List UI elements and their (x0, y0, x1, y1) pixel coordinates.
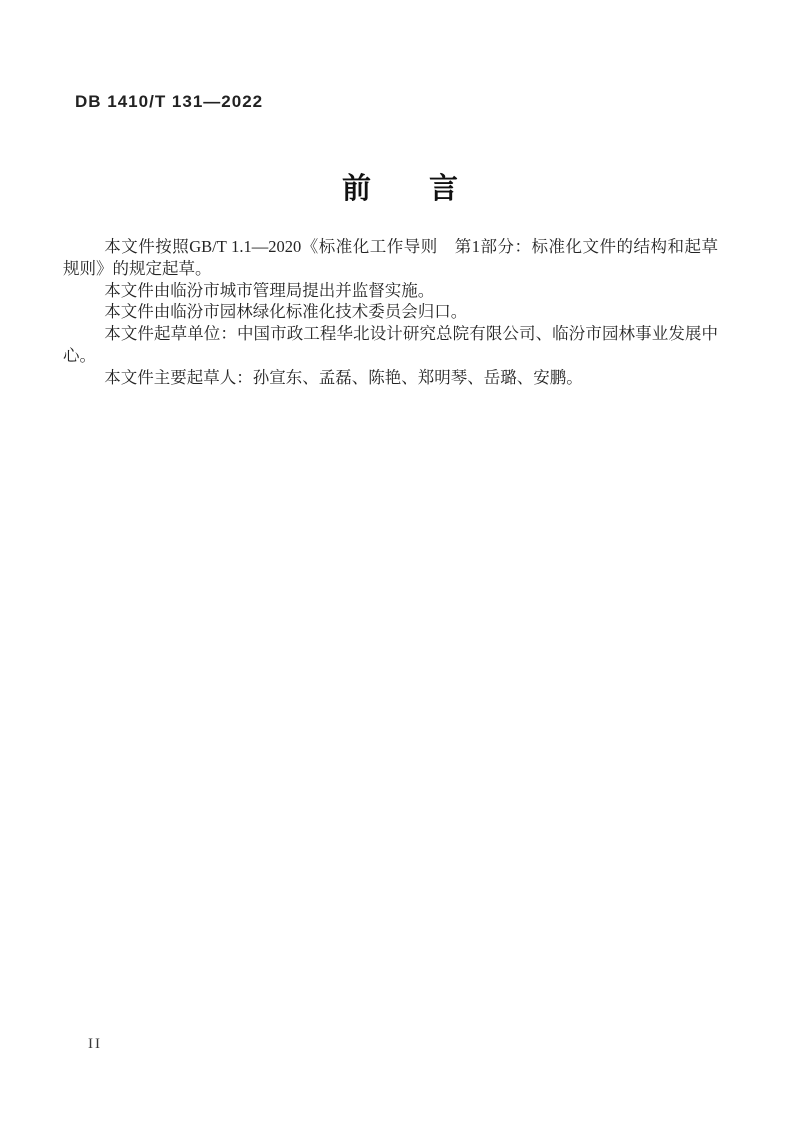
foreword-paragraph: 本文件起草单位：中国市政工程华北设计研究总院有限公司、临汾市园林事业发展中心。 (63, 324, 718, 365)
foreword-paragraph: 本文件由临汾市园林绿化标准化技术委员会归口。 (104, 302, 468, 322)
foreword-body (63, 236, 718, 389)
foreword-paragraph: 本文件主要起草人：孙宣东、孟磊、陈艳、郑明琴、岳璐、安鹏。 (104, 367, 583, 387)
foreword-paragraph: 本文件按照GB/T 1.1—2020《标准化工作导则 第1部分：标准化文件的结构和起草规则》的规定起草。 (63, 237, 718, 278)
page-number: II (88, 1036, 102, 1052)
foreword-title: 前 言 (341, 173, 458, 205)
foreword-paragraph: 本文件由临汾市城市管理局提出并监督实施。 (104, 280, 435, 300)
standard-number: DB 1410/T 131—2022 (75, 92, 264, 111)
